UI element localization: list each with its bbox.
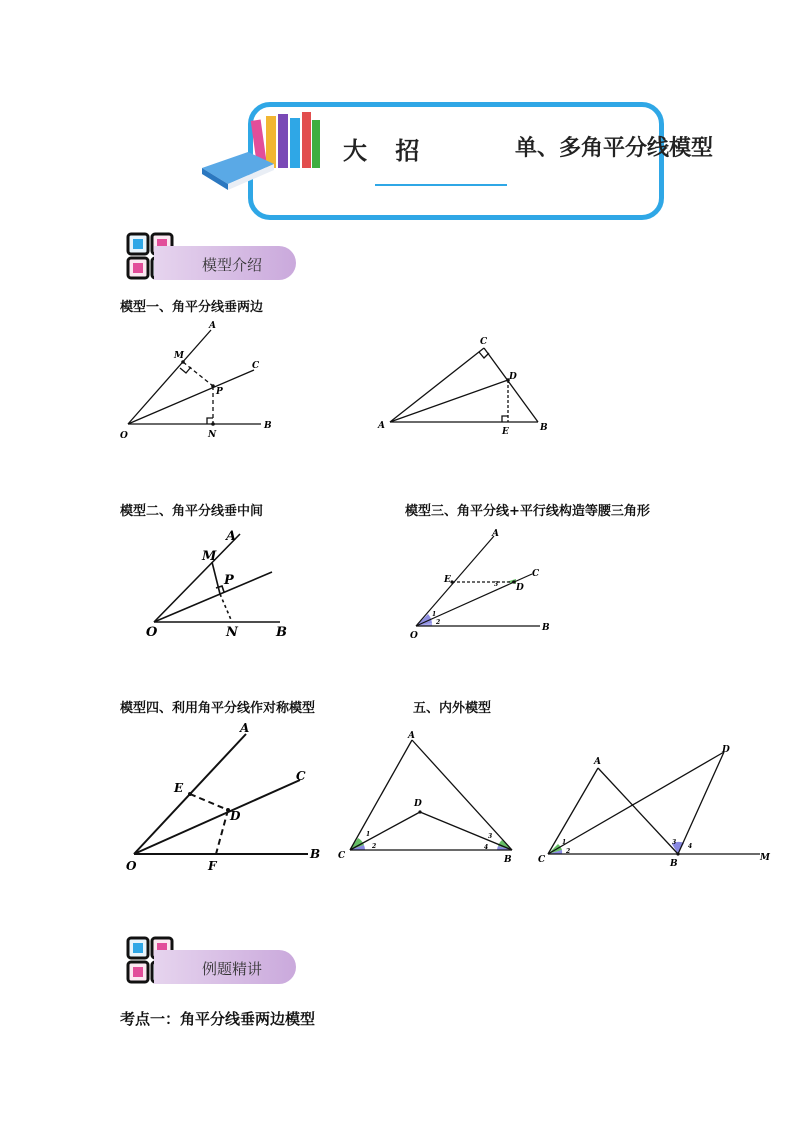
label-B: B — [310, 847, 321, 861]
angle-label-1: 1 — [366, 831, 371, 838]
figure-model-1-triangle — [374, 330, 560, 440]
label-E: E — [502, 427, 509, 437]
label-B: B — [670, 859, 678, 869]
label-C: C — [338, 851, 346, 861]
label-C: C — [480, 337, 488, 347]
angle-label-1: 1 — [562, 839, 567, 846]
label-A: A — [378, 421, 385, 431]
label-D: D — [516, 583, 524, 593]
label-C: C — [532, 569, 540, 579]
angle-label-3: 3 — [672, 839, 677, 846]
figure-model-3 — [404, 526, 564, 642]
angle-label-3: 3 — [494, 581, 499, 588]
topic-1-title: 考点一：角平分线垂两边模型 — [120, 1010, 316, 1028]
model-4-title: 模型四、利用角平分线作对称模型 — [120, 701, 316, 716]
label-N: N — [226, 625, 238, 640]
books-icon — [196, 108, 326, 192]
label-B: B — [542, 623, 550, 633]
header-tag: 大 招 — [343, 136, 430, 165]
section-intro — [126, 232, 306, 272]
label-C: C — [296, 769, 306, 783]
label-C: C — [538, 855, 546, 865]
label-O: O — [146, 625, 158, 640]
label-P: P — [224, 573, 234, 588]
model-2-title: 模型二、角平分线垂中间 — [120, 504, 264, 519]
label-P: P — [216, 387, 223, 397]
label-A: A — [408, 731, 415, 741]
section-examples — [126, 936, 306, 976]
label-A: A — [240, 721, 250, 735]
figure-model-5-outer — [538, 740, 778, 872]
label-N: N — [208, 430, 217, 440]
label-B: B — [276, 625, 287, 640]
label-C: C — [252, 361, 260, 371]
label-E: E — [174, 781, 184, 795]
section-intro-label: 模型介绍 — [202, 256, 263, 274]
label-B: B — [264, 421, 272, 431]
label-D: D — [722, 745, 730, 755]
label-O: O — [126, 859, 137, 873]
label-D: D — [509, 372, 517, 382]
angle-label-2: 2 — [566, 848, 571, 855]
label-D: D — [230, 809, 241, 823]
label-A: A — [492, 529, 499, 539]
label-M: M — [174, 351, 184, 361]
figure-model-5-inner — [336, 728, 526, 868]
angle-label-4: 4 — [688, 843, 693, 850]
model-3-title: 模型三、角平分线+平行线构造等腰三角形 — [405, 504, 650, 519]
figure-model-1 — [116, 318, 286, 444]
label-A: A — [594, 757, 601, 767]
header-title: 单、多角平分线模型 — [515, 135, 714, 161]
angle-label-1: 1 — [432, 611, 437, 618]
section-examples-label: 例题精讲 — [202, 960, 263, 978]
label-A: A — [226, 529, 237, 544]
angle-label-2: 2 — [436, 619, 441, 626]
label-O: O — [120, 431, 128, 441]
figure-model-4 — [122, 720, 332, 880]
model-1-title: 模型一、角平分线垂两边 — [120, 300, 264, 315]
label-B: B — [540, 423, 548, 433]
label-D: D — [414, 799, 422, 809]
header-rule — [375, 184, 507, 186]
angle-label-4: 4 — [484, 844, 489, 851]
label-M: M — [760, 853, 770, 863]
label-M: M — [202, 549, 217, 564]
figure-model-2 — [140, 524, 300, 648]
label-E: E — [444, 575, 451, 585]
label-A: A — [209, 321, 216, 331]
model-5-title: 五、内外模型 — [413, 701, 492, 716]
label-O: O — [410, 631, 418, 641]
angle-label-3: 3 — [488, 833, 493, 840]
label-B: B — [504, 855, 512, 865]
label-F: F — [208, 859, 217, 873]
angle-label-2: 2 — [372, 843, 377, 850]
